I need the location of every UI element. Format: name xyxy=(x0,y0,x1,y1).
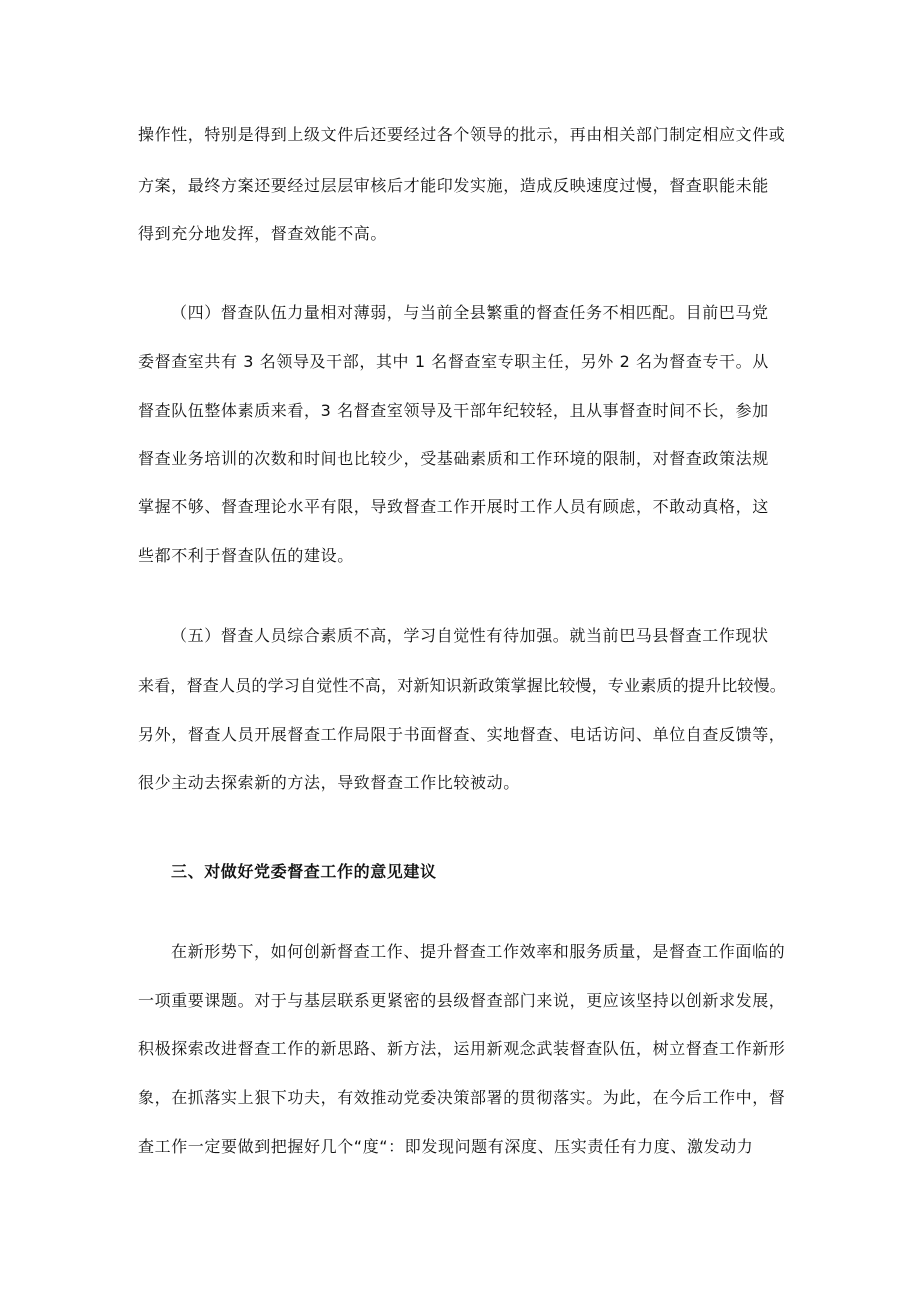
paragraph-3-line-1: （五）督查人员综合素质不高，学习自觉性有待加强。就当前巴马县督查工作现状 xyxy=(171,626,769,645)
paragraph-1-line-2: 方案，最终方案还要经过层层审核后才能印发实施，造成反映速度过慢，督查职能未能 xyxy=(138,176,769,195)
paragraph-4-line-3: 积极探索改进督查工作的新思路、新方法，运用新观念武装督查队伍，树立督查工作新形 xyxy=(138,1039,786,1058)
paragraph-1-line-1: 操作性，特别是得到上级文件后还要经过各个领导的批示，再由相关部门制定相应文件或 xyxy=(138,125,786,144)
paragraph-4-line-2: 一项重要课题。对于与基层联系更紧密的县级督查部门来说，更应该坚持以创新求发展， xyxy=(138,991,786,1010)
paragraph-1-line-3: 得到充分地发挥，督查效能不高。 xyxy=(138,224,388,243)
paragraph-4-line-5: 查工作一定要做到把握好几个“度“：即发现问题有深度、压实责任有力度、激发动力 xyxy=(138,1137,754,1156)
paragraph-3-line-4: 很少主动去探索新的方法，导致督查工作比较被动。 xyxy=(138,773,520,792)
section-heading: 三、对做好党委督查工作的意见建议 xyxy=(171,862,437,881)
paragraph-2-line-4: 督查业务培训的次数和时间也比较少，受基础素质和工作环境的限制，对督查政策法规 xyxy=(138,449,769,468)
paragraph-3-line-3: 另外，督查人员开展督查工作局限于书面督查、实地督查、电话访问、单位自查反馈等， xyxy=(138,725,786,744)
paragraph-2-line-6: 些都不利于督查队伍的建设。 xyxy=(138,546,354,565)
paragraph-2-line-5: 掌握不够、督查理论水平有限，导致督查工作开展时工作人员有顾虑，不敢动真格，这 xyxy=(138,497,769,516)
paragraph-2-line-1: （四）督查队伍力量相对薄弱，与当前全县繁重的督查任务不相匹配。目前巴马党 xyxy=(171,303,769,322)
paragraph-2-line-3: 督查队伍整体素质来看，3 名督查室领导及干部年纪较轻，且从事督查时间不长，参加 xyxy=(138,401,769,420)
paragraph-3-line-2: 来看，督查人员的学习自觉性不高，对新知识新政策掌握比较慢，专业素质的提升比较慢。 xyxy=(138,676,787,695)
paragraph-4-line-1: 在新形势下，如何创新督查工作、提升督查工作效率和服务质量，是督查工作面临的 xyxy=(171,942,786,961)
paragraph-2-line-2: 委督查室共有 3 名领导及干部，其中 1 名督查室专职主任，另外 2 名为督查专干。从 xyxy=(138,352,769,371)
paragraph-4-line-4: 象，在抓落实上狠下功夫，有效推动党委决策部署的贯彻落实。为此，在今后工作中，督 xyxy=(138,1088,786,1107)
